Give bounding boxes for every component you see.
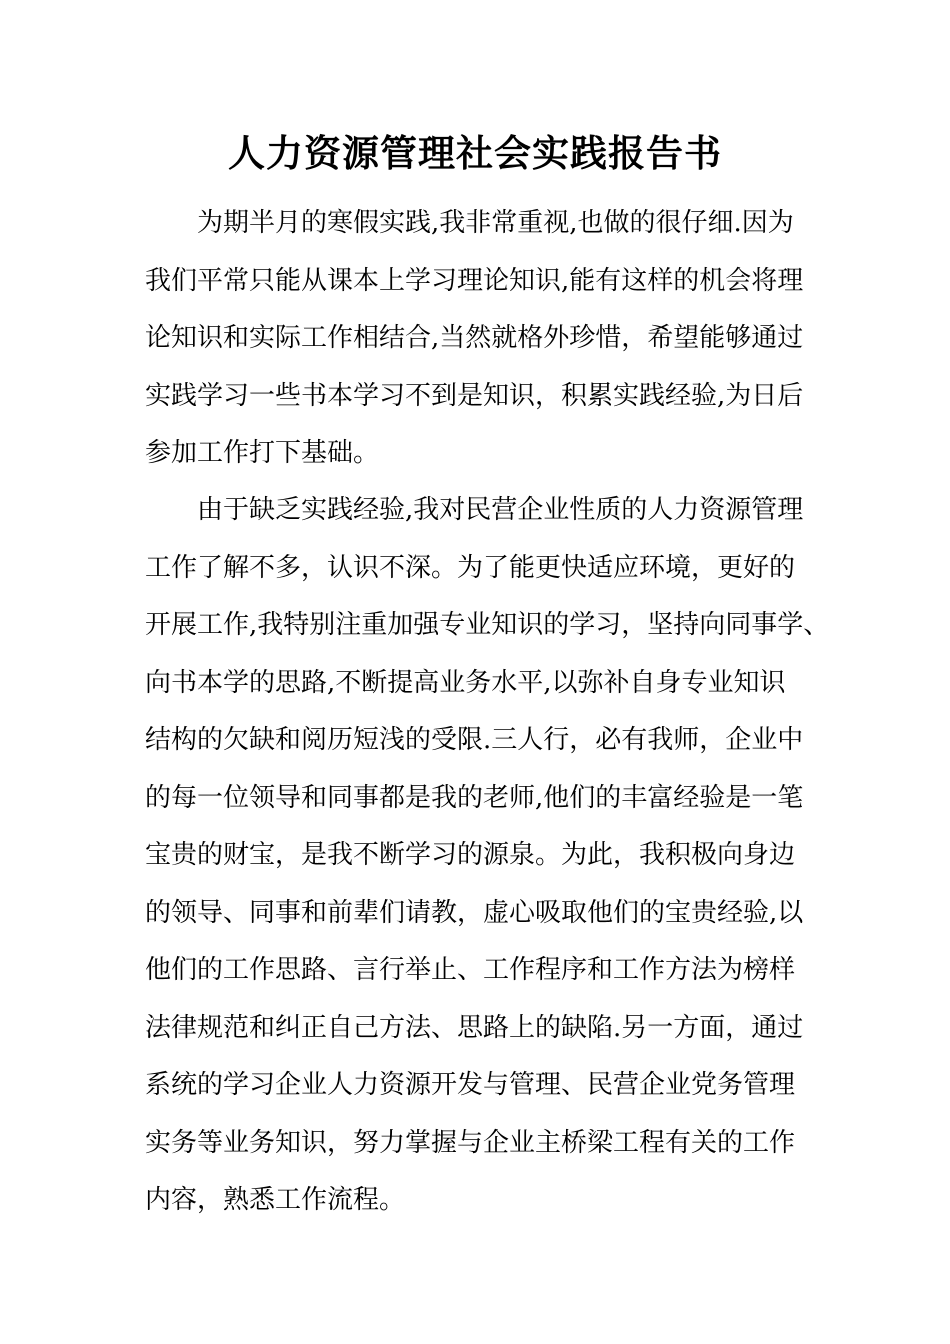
paragraph-line: 的每一位领导和同事都是我的老师,他们的丰富经验是一笔 <box>145 782 804 813</box>
paragraph-line: 实践学习一些书本学习不到是知识，积累实践经验,为日后 <box>145 380 804 411</box>
paragraph-line: 为期半月的寒假实践,我非常重视,也做的很仔细.因为 <box>197 208 794 238</box>
paragraph-2 <box>145 482 830 1230</box>
paragraph-line: 系统的学习企业人力资源开发与管理、民营企业党务管理 <box>145 1070 796 1100</box>
paragraph-line: 由于缺乏实践经验,我对民营企业性质的人力资源管理 <box>197 495 804 525</box>
paragraph-line: 向书本学的思路,不断提高业务水平,以弥补自身专业知识 <box>145 667 786 698</box>
paragraph-line: 参加工作打下基础。 <box>145 438 380 468</box>
paragraph-line: 工作了解不多，认识不深。为了能更快适应环境，更好的 <box>145 552 796 583</box>
paragraph-line: 他们的工作思路、言行举止、工作程序和工作方法为榜样 <box>145 955 796 985</box>
paragraph-line: 的领导、同事和前辈们请教，虚心吸取他们的宝贵经验,以 <box>145 897 804 928</box>
paragraph-line: 宝贵的财宝，是我不断学习的源泉。为此，我积极向身边 <box>145 840 796 870</box>
paragraph-1 <box>145 195 825 483</box>
paragraph-line: 结构的欠缺和阅历短浅的受限.三人行，必有我师，企业中 <box>145 725 804 755</box>
paragraph-line: 我们平常只能从课本上学习理论知识,能有这样的机会将理 <box>145 265 804 296</box>
paragraph-line: 开展工作,我特别注重加强专业知识的学习，坚持向同事学、 <box>145 610 830 640</box>
paragraph-line: 实务等业务知识，努力掌握与企业主桥梁工程有关的工作 <box>145 1127 796 1158</box>
paragraph-line: 法律规范和纠正自己方法、思路上的缺陷.另一方面，通过 <box>145 1012 804 1043</box>
paragraph-line: 论知识和实际工作相结合,当然就格外珍惜，希望能够通过 <box>145 323 804 353</box>
document-title: 人力资源管理社会实践报告书 <box>228 131 722 175</box>
paragraph-line: 内容，熟悉工作流程。 <box>145 1185 406 1215</box>
